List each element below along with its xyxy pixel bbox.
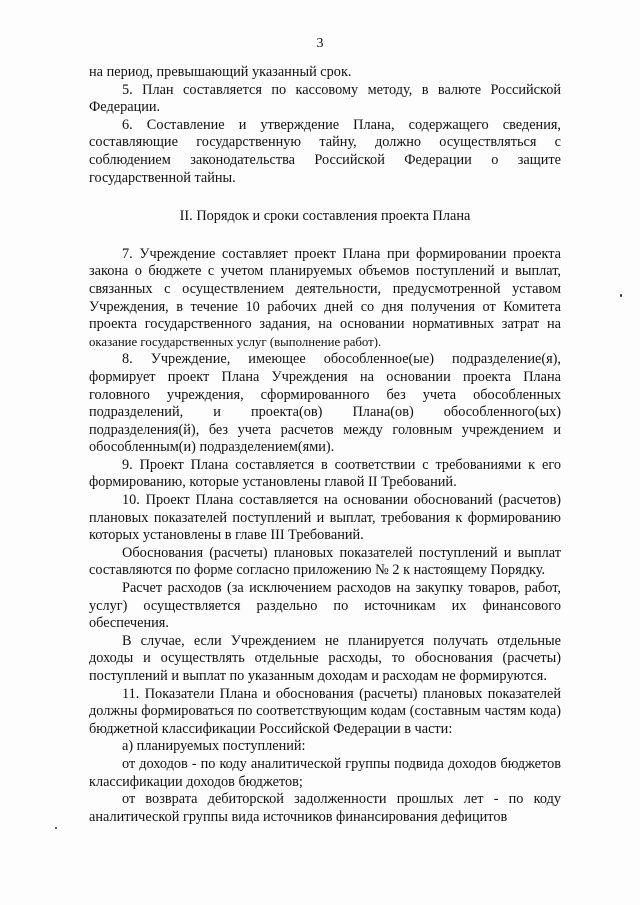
page-number: 3 [316, 36, 324, 51]
document-body [89, 64, 561, 826]
paragraph-10-raschet: Расчет расходов (за исключением расходов на закупку товаров, работ, услуг) осуществляется раздельно по источникам их финансового обеспечения. [89, 580, 561, 632]
paragraph-9: 9. Проект Плана составляется в соответствии с требованиями к его формированию, которые установлены главой II Требований. [89, 456, 561, 491]
paragraph-11-a-2: от возврата дебиторской задолженности прошлых лет - по коду аналитической группы вида источников финансирования дефицитов [89, 791, 561, 825]
paragraph-4-end: на период, превышающий указанный срок. [89, 64, 352, 80]
paragraph-10-sluchay: В случае, если Учреждением не планируется получать отдельные доходы и осуществлять отдельные расходы, то обоснования (расчеты) поступлений и выплат по указанным доходам и расходам не формируются. [89, 632, 561, 684]
scan-speck [620, 294, 622, 297]
paragraph-7 [89, 246, 561, 352]
paragraph-8: 8. Учреждение, имеющее обособленное(ые) подразделение(я), формирует проект Плана Учреждения на основании проекта Плана головного учреждения, сформированного без учета обособленных подразделений, и проекта(ов) Плана(ов) обособленного(ых) подразделения(й), без учета расчетов между головным учреждением и обособленным(и) подразделением(ями). [89, 351, 561, 456]
paragraph-7-main: 7. Учреждение составляет проект Плана при формировании проекта закона о бюджете с учетом планируемых объемов поступлений и выплат, связанных с осуществлением деятельности, предусмотренной уставом Учреждения, в течение 10 рабочих дней со дня получения от Комитета проекта государственного задания, на основании нормативных затрат на [89, 245, 561, 333]
paragraph-11: 11. Показатели Плана и обоснования (расчеты) плановых показателей должны формироваться по соответствующим кодам (составным частям кода) бюджетной классификации Российской Федерации в части: [89, 685, 561, 737]
paragraph-10: 10. Проект Плана составляется на основании обоснований (расчетов) плановых показателей поступлений и выплат, требования к формированию которых установлены в главе III Требований. [89, 492, 561, 544]
paragraph-7-small: оказание государственных услуг (выполнение работ). [89, 334, 382, 349]
scan-speck [55, 827, 57, 829]
paragraph-11-a-1: от доходов - по коду аналитической группы подвида доходов бюджетов классификации доходов бюджетов; [89, 755, 561, 790]
section-heading: II. Порядок и сроки составления проекта Плана [179, 208, 471, 225]
paragraph-10-obosnovaniya: Обоснования (расчеты) плановых показателей поступлений и выплат составляются по форме согласно приложению № 2 к настоящему Порядку. [89, 544, 561, 579]
paragraph-6: 6. Составление и утверждение Плана, содержащего сведения, составляющие государственную тайну, должно осуществляться с соблюдением законодательства Российской Федерации о защите государственной тайны. [89, 116, 561, 186]
paragraph-11-a: а) планируемых поступлений: [122, 738, 306, 755]
paragraph-5: 5. План составляется по кассовому методу, в валюте Российской Федерации. [89, 81, 561, 116]
